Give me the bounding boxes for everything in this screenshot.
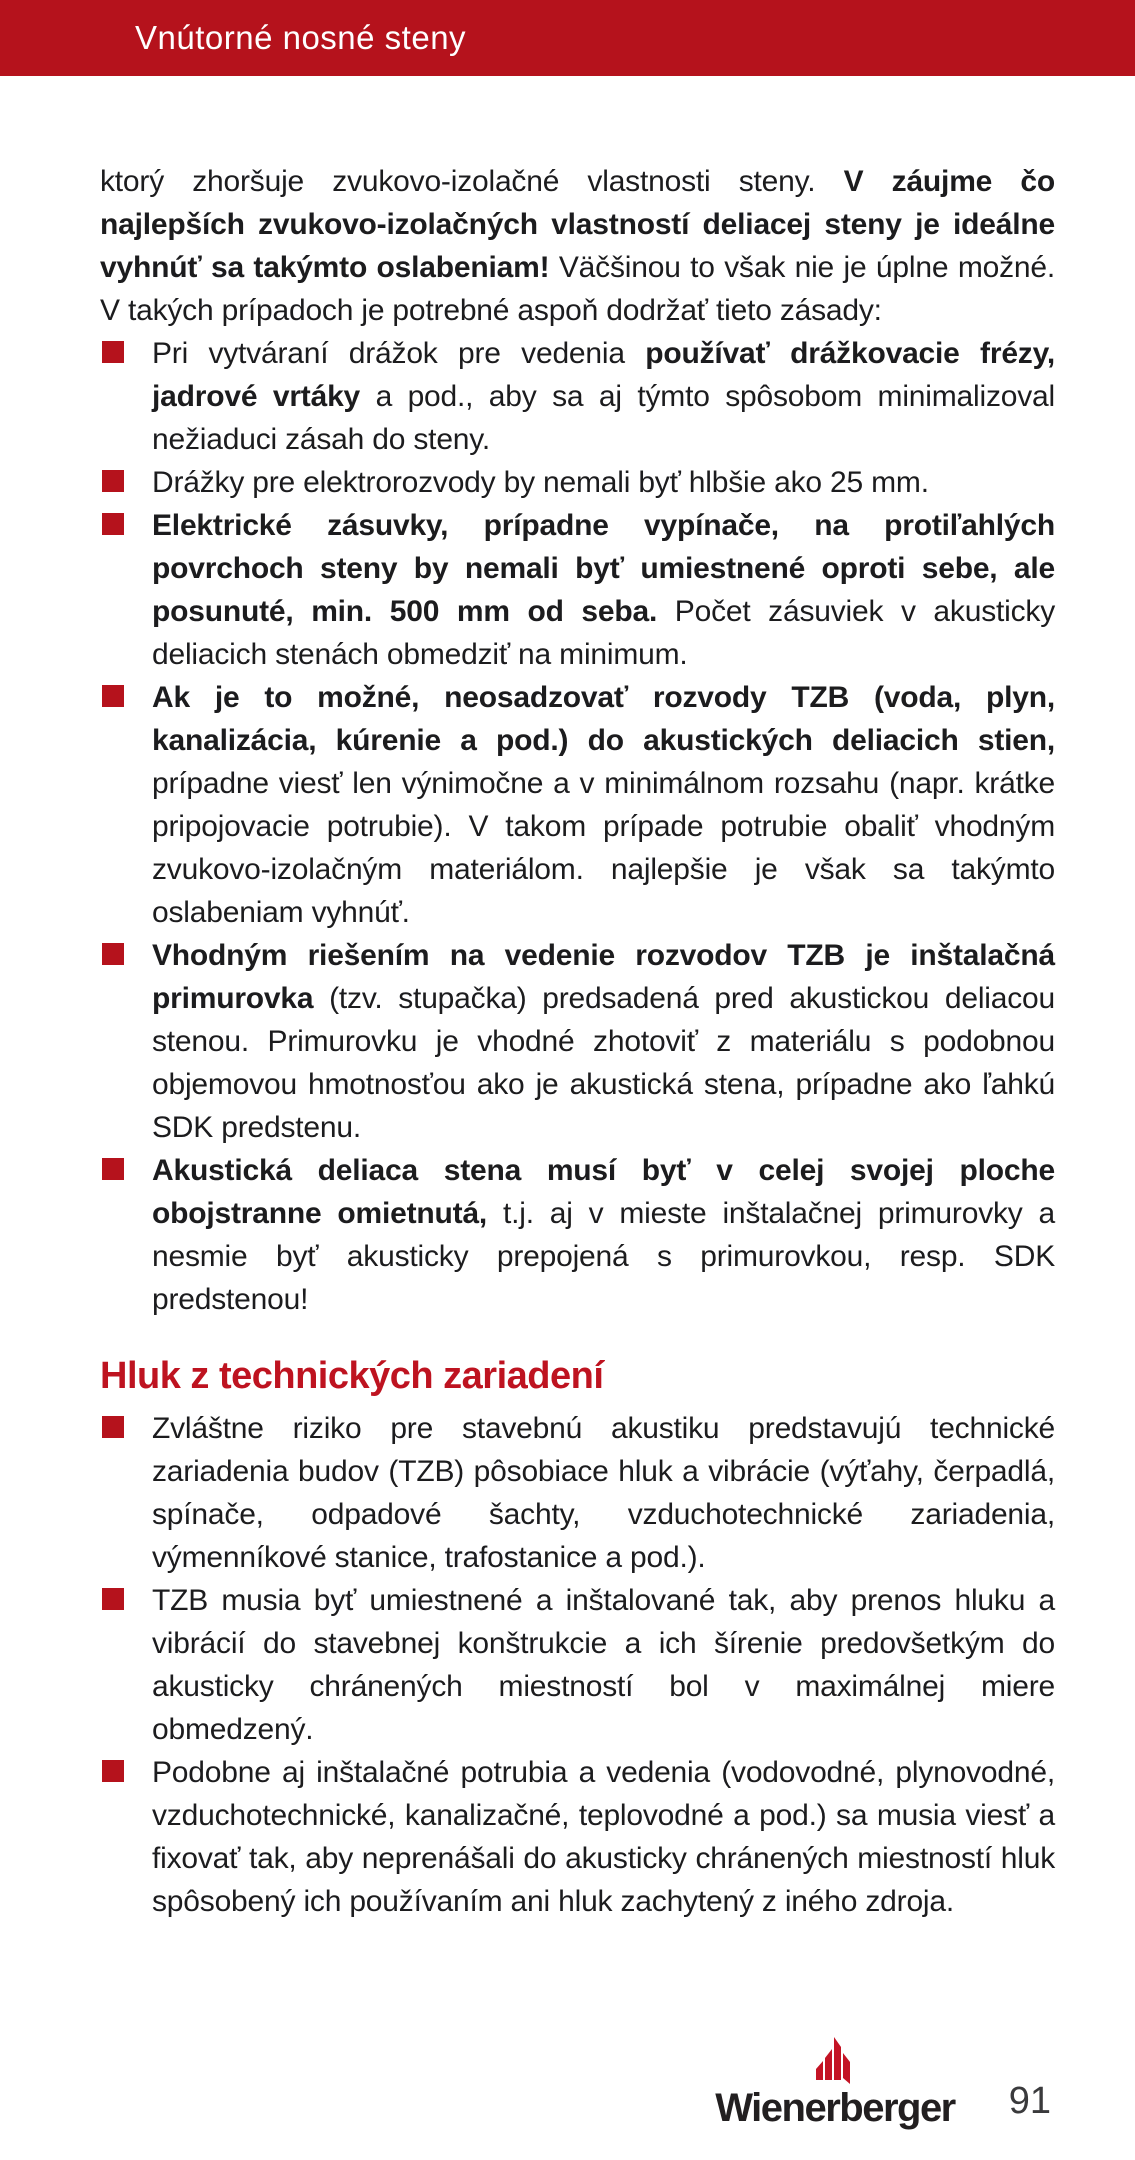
list-item [100,676,1055,934]
content-area [0,76,1135,1923]
list-item-text: Podobne aj inštalačné potrubia a vedenia (vodovodné, plynovodné, vzduchotechnické, kanalizačné, teplovodné a pod.) sa musia viesť a fixovať tak, aby neprenášali do akusticky chránených miestností hluk spôsobený ich používaním ani hluk zachytený z iného zdroja. [152,1756,1055,1918]
list-item [100,1149,1055,1321]
bullet-square-icon [102,1588,124,1610]
bullet-square-icon [102,341,124,363]
bullet-square-icon [102,470,124,492]
wienerberger-logo [710,2028,960,2131]
page-footer [0,2028,1135,2138]
list-item [100,934,1055,1149]
page-header [0,0,1135,76]
list-item [100,1751,1055,1923]
bullet-square-icon [102,943,124,965]
bullet-square-icon [102,1416,124,1438]
guidelines-list [100,332,1055,1321]
list-item [100,504,1055,676]
list-item [100,461,1055,504]
list-item-text: TZB musia byť umiestnené a inštalované tak, aby prenos hluku a vibrácií do stavebnej konštrukcie a ich šírenie predovšetkým do akusticky chránených miestností bol v maximálnej miere obmedzený. [152,1584,1055,1746]
brand-name: Wienerberger [715,2086,955,2130]
list-item [100,1579,1055,1751]
wienerberger-flame-icon [815,2034,855,2084]
page-number: 91 [1008,2080,1051,2122]
bullet-square-icon [102,685,124,707]
list-item-text: Ak je to možné, neosadzovať rozvody TZB (voda, plyn, kanalizácia, kúrenie a pod.) do akustických deliacich stien, prípadne viesť len výnimočne a v minimálnom rozsahu (napr. krátke pripojovacie potrubie). V takom prípade potrubie obaliť vhodným zvukovo-izolačným materiálom. najlepšie je však sa takýmto oslabeniam vyhnúť. [152,681,1055,929]
list-item-text: Drážky pre elektrorozvody by nemali byť hlbšie ako 25 mm. [152,466,929,499]
list-item-text: Akustická deliaca stena musí byť v celej svojej ploche obojstranne omietnutá, t.j. aj v mieste inštalačnej primurovky a nesmie byť akusticky prepojená s primurovkou, resp. SDK predstenou! [152,1154,1055,1316]
list-item [100,332,1055,461]
list-item-text: Vhodným riešením na vedenie rozvodov TZB je inštalačná primurovka (tzv. stupačka) predsadená pred akustickou deliacou stenou. Primurovku je vhodné zhotoviť z materiálu s podobnou objemovou hmotnosťou ako je akustická stena, prípadne ako ľahkú SDK predstenu. [152,939,1055,1144]
bullet-square-icon [102,1158,124,1180]
list-item-text: Pri vytváraní drážok pre vedenia používať drážkovacie frézy, jadrové vrtáky a pod., aby sa aj týmto spôsobom minimalizoval nežiaduci zásah do steny. [152,337,1055,456]
section-heading: Hluk z technických zariadení [100,1355,604,1397]
header-title: Vnútorné nosné steny [135,19,467,56]
bullet-square-icon [102,1760,124,1782]
list-item-text: Elektrické zásuvky, prípadne vypínače, na protiľahlých povrchoch steny by nemali byť umiestnené oproti sebe, ale posunuté, min. 500 mm od seba. Počet zásuviek v akusticky deliacich stenách obmedziť na minimum. [152,509,1055,671]
intro-paragraph: ktorý zhoršuje zvukovo-izolačné vlastnosti steny. V záujme čo najlepších zvukovo-izolačných vlastností deliacej steny je ideálne vyhnúť sa takýmto oslabeniam! Väčšinou to však nie je úplne možné. V takých prípadoch je potrebné aspoň dodržať tieto zásady: [100,165,1055,327]
noise-list [100,1407,1055,1923]
bullet-square-icon [102,513,124,535]
list-item-text: Zvláštne riziko pre stavebnú akustiku predstavujú technické zariadenia budov (TZB) pôsobiace hluk a vibrácie (výťahy, čerpadlá, spínače, odpadové šachty, vzduchotechnické zariadenia, výmenníkové stanice, trafostanice a pod.). [152,1412,1055,1574]
list-item [100,1407,1055,1579]
